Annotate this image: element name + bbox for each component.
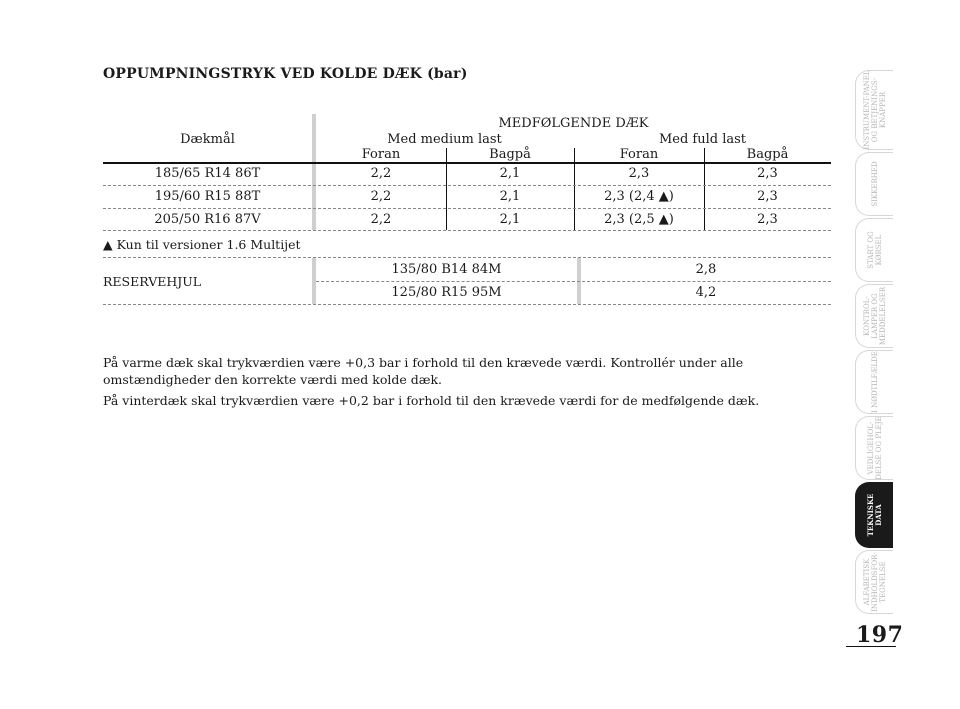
note-winter-tires: På vinterdæk skal trykværdien være +0,2 bar i forhold til den krævede værdi for de medfølgende dæk. xyxy=(103,393,760,408)
tab-label: INSTRUMENT-PANEL OG BETJENINGS-KNAPPER xyxy=(862,70,887,150)
row-full-front: 2,3 (2,4 ▲) xyxy=(604,189,674,204)
row-size: 185/65 R14 86T xyxy=(154,166,261,181)
row-medium-rear: 2,1 xyxy=(499,212,521,227)
tab-index[interactable] xyxy=(855,550,893,614)
tab-label: TEKNISKE DATA xyxy=(865,493,883,537)
row-medium-rear: 2,1 xyxy=(499,166,521,181)
row-full-rear: 2,3 xyxy=(757,189,778,204)
row-medium-front: 2,2 xyxy=(370,189,392,204)
spare-size: 135/80 B14 84M xyxy=(391,262,502,277)
tab-maintenance[interactable] xyxy=(855,416,893,480)
page-number-rule xyxy=(846,646,896,647)
row-rule xyxy=(103,304,831,305)
row-size: 205/50 R16 87V xyxy=(154,212,261,227)
col-header-medium: Med medium last xyxy=(387,132,502,147)
row-full-front: 2,3 xyxy=(628,166,650,181)
col-header-size: Dækmål xyxy=(180,132,235,147)
tab-safety[interactable] xyxy=(855,152,893,216)
header-rule xyxy=(103,162,831,164)
row-size: 195/60 R15 88T xyxy=(154,189,261,204)
tab-technical-data[interactable] xyxy=(855,482,893,548)
tire-pressure-table xyxy=(103,114,831,230)
tab-label: START OG KØRSEL xyxy=(866,231,883,269)
col-header-full: Med fuld last xyxy=(658,132,747,147)
tab-label: I NØDTILFÆLDE xyxy=(870,351,879,413)
row-rule xyxy=(103,185,831,186)
footnote xyxy=(103,236,831,258)
page-title: OPPUMPNINGSTRYK VED KOLDE DÆK (bar) xyxy=(103,66,468,82)
row-medium-front: 2,2 xyxy=(370,166,392,181)
row-medium-front: 2,2 xyxy=(370,212,392,227)
spare-pressure: 2,8 xyxy=(695,262,717,277)
col-header-full-front: Foran xyxy=(619,147,659,162)
row-full-rear: 2,3 xyxy=(757,212,778,227)
col-header-group: MEDFØLGENDE DÆK xyxy=(498,116,649,131)
footnote-text: ▲ Kun til versioner 1.6 Multijet xyxy=(103,237,301,252)
tab-start-driving[interactable] xyxy=(855,218,893,282)
tab-label: VEDLIGEHOL-DELSE OG PLEJE xyxy=(866,416,883,480)
spare-pressure: 4,2 xyxy=(695,285,717,300)
spare-label: RESERVEHJUL xyxy=(103,274,202,289)
tab-instrument-panel[interactable] xyxy=(855,70,893,150)
spare-wheel-table xyxy=(103,258,831,304)
tab-warning-lights[interactable] xyxy=(855,284,893,348)
row-rule xyxy=(103,208,831,209)
row-rule xyxy=(103,230,831,231)
row-full-front: 2,3 (2,5 ▲) xyxy=(604,212,674,227)
page-number: 197 xyxy=(856,622,904,648)
tab-label: SIKKERHED xyxy=(870,161,879,207)
spare-size: 125/80 R15 95M xyxy=(391,285,502,300)
tab-label: KONTROL-LAMPER OG MEDDELELSER xyxy=(862,286,887,346)
note-warm-tires: På varme dæk skal trykværdien være +0,3 bar i forhold til den krævede værdi. Kontrollér under alle omstændigheder den korrekte værdi med kolde dæk. xyxy=(103,355,744,387)
tab-emergency[interactable] xyxy=(855,350,893,414)
col-header-medium-front: Foran xyxy=(361,147,401,162)
tab-label: ALFABETISK INDHOLDSFOR-TEGNELSE xyxy=(862,552,887,612)
row-medium-rear: 2,1 xyxy=(499,189,521,204)
col-header-medium-rear: Bagpå xyxy=(489,147,531,162)
col-header-full-rear: Bagpå xyxy=(746,147,789,162)
row-rule xyxy=(316,281,831,282)
row-full-rear: 2,3 xyxy=(757,166,778,181)
